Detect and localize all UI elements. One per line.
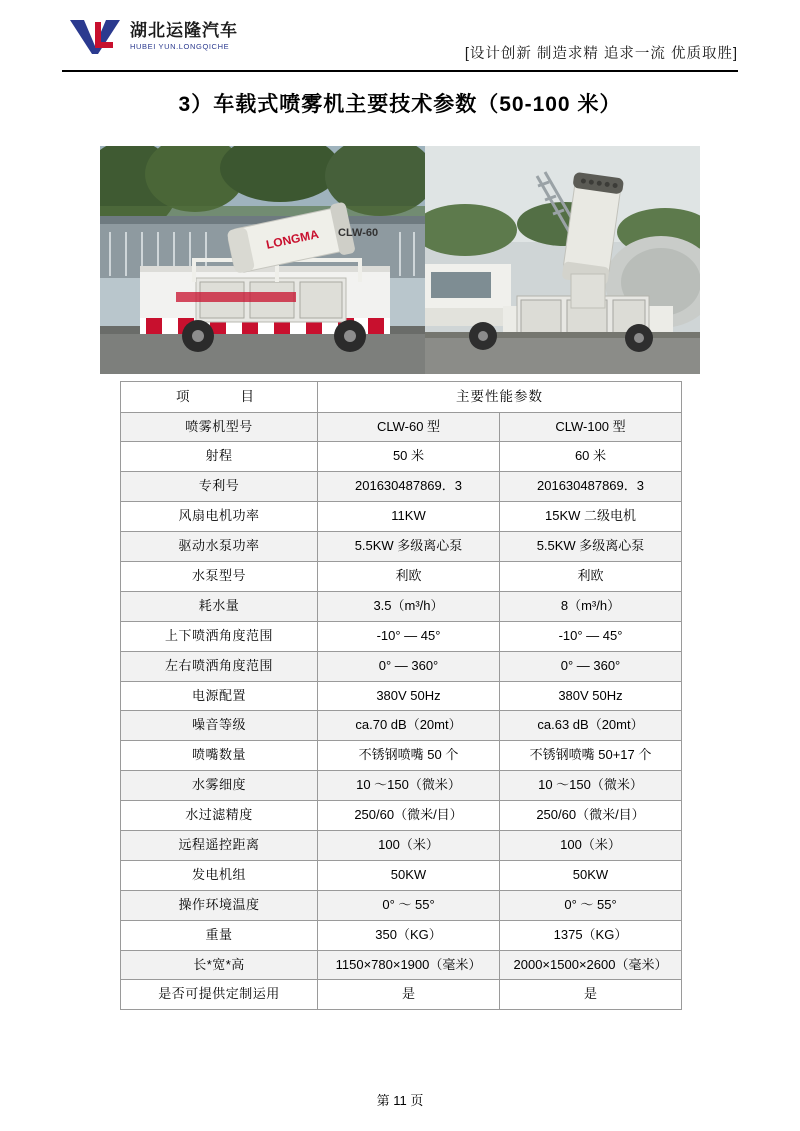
row-value-1: 1150×780×1900（毫米） [318,950,500,980]
row-value-1: CLW-60 型 [318,412,500,442]
row-value-2: 15KW 二级电机 [500,502,682,532]
row-value-2: 2000×1500×2600（毫米） [500,950,682,980]
row-value-1: 50KW [318,860,500,890]
page-footer: 第 11 页 [376,1093,424,1108]
header-cell-spec: 主要性能参数 [318,382,682,413]
table-row [121,980,682,1010]
table-row [121,621,682,651]
row-label: 上下喷洒角度范围 [121,621,318,651]
row-label: 噪音等级 [121,711,318,741]
photo-row [100,146,700,374]
row-value-1: 10 ～150（微米） [318,771,500,801]
row-label: 风扇电机功率 [121,502,318,532]
row-label: 电源配置 [121,681,318,711]
row-value-1: 250/60（微米/目） [318,801,500,831]
row-label: 耗水量 [121,591,318,621]
row-value-2: 是 [500,980,682,1010]
table-row [121,711,682,741]
row-value-1: 5.5KW 多级离心泵 [318,532,500,562]
row-value-2: 50KW [500,860,682,890]
row-value-2: ca.63 dB（20mt） [500,711,682,741]
table-header-row [121,382,682,413]
table-row [121,532,682,562]
table-row [121,651,682,681]
row-value-1: 0° — 360° [318,651,500,681]
row-value-1: 350（KG） [318,920,500,950]
row-value-2: CLW-100 型 [500,412,682,442]
table-row [121,920,682,950]
page-title: 3）车载式喷雾机主要技术参数（50-100 米） [178,93,622,116]
truck-mounted-mist-cannon-photo-left [100,146,425,374]
table-row [121,472,682,502]
row-label: 是否可提供定制运用 [121,980,318,1010]
row-value-2: 380V 50Hz [500,681,682,711]
row-label: 专利号 [121,472,318,502]
row-value-2: 10 ～150（微米） [500,771,682,801]
row-value-2: 201630487869．3 [500,472,682,502]
row-label: 驱动水泵功率 [121,532,318,562]
row-value-2: 不锈钢喷嘴 50+17 个 [500,741,682,771]
row-value-1: 0° ～ 55° [318,890,500,920]
row-label: 重量 [121,920,318,950]
svg-text:CLW-60: CLW-60 [338,227,379,239]
row-value-1: 是 [318,980,500,1010]
table-row [121,950,682,980]
table-row [121,771,682,801]
logo-company-name-en: HUBEI YUN.LONGQICHE [130,41,230,51]
row-value-2: 8（m³/h） [500,591,682,621]
row-value-2: 0° ～ 55° [500,890,682,920]
logo-company-name-cn: 湖北运隆汽车 [130,20,238,40]
yl-monogram-icon [68,16,122,56]
row-value-1: 50 米 [318,442,500,472]
row-label: 射程 [121,442,318,472]
row-value-2: 60 米 [500,442,682,472]
row-label: 远程遥控距离 [121,831,318,861]
table-row [121,562,682,592]
row-value-1: 380V 50Hz [318,681,500,711]
row-value-2: 0° — 360° [500,651,682,681]
row-label: 操作环境温度 [121,890,318,920]
logo-text [130,22,238,51]
row-value-1: 201630487869．3 [318,472,500,502]
table-row [121,831,682,861]
truck-mounted-mist-cannon-photo-right [425,146,700,374]
row-label: 左右喷洒角度范围 [121,651,318,681]
header-divider [62,70,738,72]
row-label: 水雾细度 [121,771,318,801]
row-label: 长*宽*高 [121,950,318,980]
table-row [121,741,682,771]
spec-table [120,381,682,1010]
table-row [121,801,682,831]
row-value-1: -10° — 45° [318,621,500,651]
spec-table-body [121,382,682,1010]
row-value-1: 100（米） [318,831,500,861]
row-value-2: 利欧 [500,562,682,592]
row-value-1: 不锈钢喷嘴 50 个 [318,741,500,771]
row-value-2: 1375（KG） [500,920,682,950]
row-label: 水过滤精度 [121,801,318,831]
header-cell-label: 项 目 [121,382,318,413]
row-value-2: 5.5KW 多级离心泵 [500,532,682,562]
row-label: 喷嘴数量 [121,741,318,771]
page-header [0,0,800,72]
row-value-1: 11KW [318,502,500,532]
row-value-2: 100（米） [500,831,682,861]
company-logo [68,16,238,56]
table-row [121,502,682,532]
row-value-2: 250/60（微米/目） [500,801,682,831]
row-label: 发电机组 [121,860,318,890]
row-label: 水泵型号 [121,562,318,592]
table-row [121,890,682,920]
table-row [121,681,682,711]
table-row [121,591,682,621]
table-row [121,860,682,890]
row-value-1: 3.5（m³/h） [318,591,500,621]
header-slogan: [设计创新 制造求精 追求一流 优质取胜] [464,46,738,62]
row-label: 喷雾机型号 [121,412,318,442]
row-value-1: ca.70 dB（20mt） [318,711,500,741]
table-row [121,412,682,442]
svg-text:LONGMA: LONGMA [264,226,320,252]
row-value-2: -10° — 45° [500,621,682,651]
table-row [121,442,682,472]
row-value-1: 利欧 [318,562,500,592]
